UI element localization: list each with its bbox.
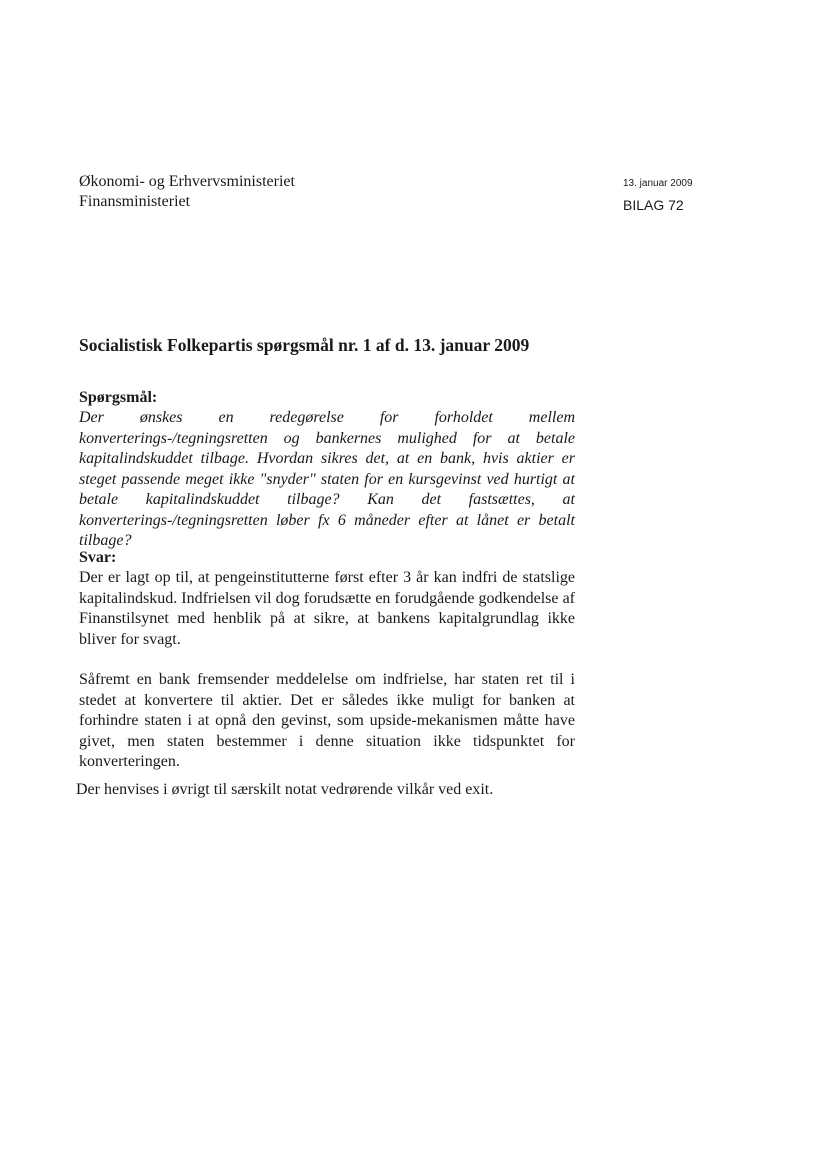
sender-ministry: Økonomi- og Erhvervsministeriet (79, 173, 295, 190)
answer-paragraph: Såfremt en bank fremsender meddelelse om indfrielse, har staten ret til i stedet at konvertere til aktier. Det er således ikke muligt for banken at forhindre staten i at opnå den gevinst, som upside-mekanismen måtte have givet, men staten bestemmer i denne situation ikke tidspunktet for konverteringen. (79, 671, 575, 770)
sender-ministry-secondary: Finansministeriet (79, 193, 191, 210)
sender-block (79, 172, 295, 212)
answer-paragraph: Der er lagt op til, at pengeinstitutterne først efter 3 år kan indfri de statslige kapitalindskud. Indfrielsen vil dog forudsætte en forudgående godkendelse af Finanstilsynet med henblik på at sikre, at bankens kapitalgrundlag ikke bliver for svagt. (79, 569, 575, 648)
closing-remark: Der henvises i øvrigt til særskilt notat vedrørende vilkår ved exit. (76, 781, 494, 798)
appendix-label: BILAG 72 (623, 197, 684, 213)
question-section (79, 388, 575, 552)
answer-section (79, 548, 575, 773)
document-date: 13. januar 2009 (623, 178, 693, 189)
question-heading: Spørgsmål: (79, 389, 158, 406)
document-meta (623, 177, 693, 215)
page-title: Socialistisk Folkepartis spørgsmål nr. 1 af d. 13. januar 2009 (79, 335, 530, 355)
answer-heading: Svar: (79, 549, 117, 566)
question-text: Der ønskes en redegørelse for forholdet mellem konverterings-/tegningsretten og bankernes mulighed for at betale kapitalindskuddet tilbage. Hvordan sikres det, at en bank, hvis aktier er steget passende meget ikke "snyder" staten for en kursgevinst ved hurtigt at betale kapitalindskuddet tilbage? Kan det fastsættes, at konverterings-/tegningsretten løber fx 6 måneder efter at lånet er betalt tilbage? (79, 409, 575, 549)
